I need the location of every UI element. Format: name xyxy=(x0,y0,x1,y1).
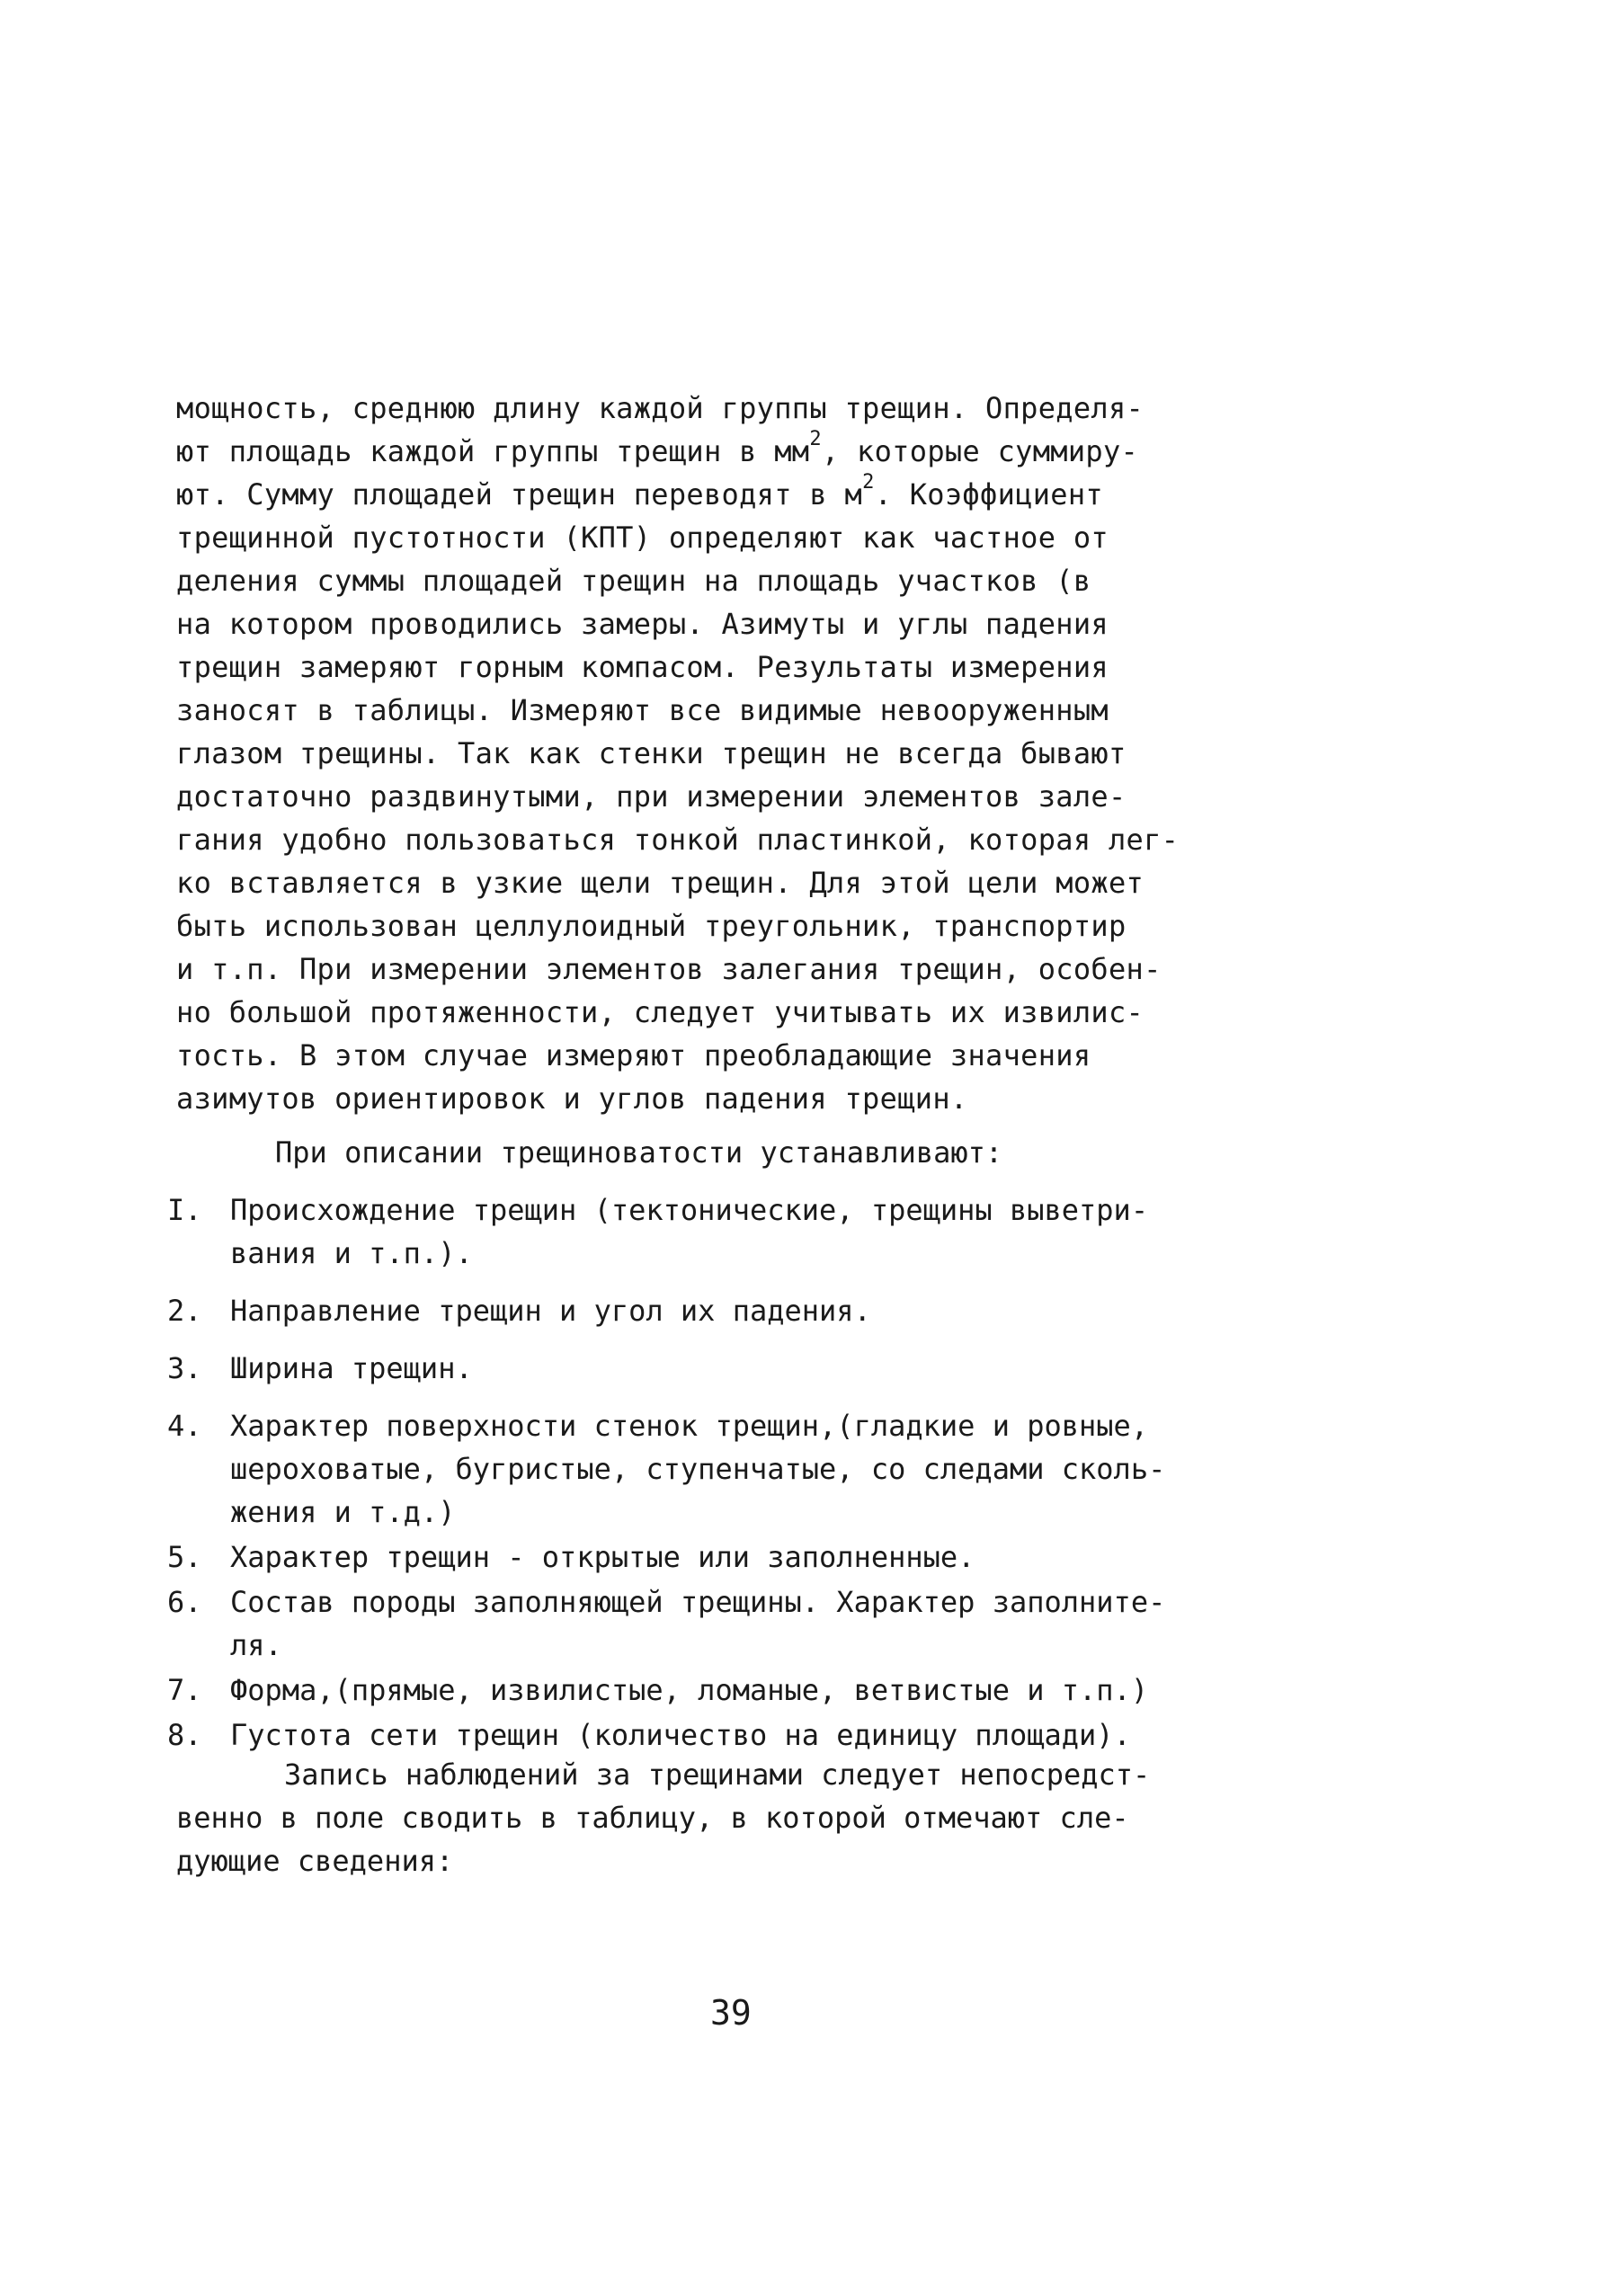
list-item xyxy=(167,1188,1201,1275)
list-item xyxy=(167,1404,1201,1534)
text-line: на котором проводились замеры. Азимуты и углы падения xyxy=(176,607,1109,641)
text-line: заносят в таблицы. Измеряют все видимые невооруженным xyxy=(176,693,1109,727)
text-line: тость. В этом случае измеряют преобладающие значения xyxy=(176,1038,1091,1072)
text-line: достаточно раздвинутыми, при измерении элементов зале- xyxy=(176,779,1127,814)
list-item-number: 7. xyxy=(167,1673,202,1707)
list-item xyxy=(167,1669,1201,1712)
text-line xyxy=(176,473,1201,516)
text-line xyxy=(176,430,1201,473)
text-line: венно в поле сводить в таблицу, в которой отмечают сле- xyxy=(176,1801,1129,1835)
text-line: Характер поверхности стенок трещин,(гладкие и ровные, xyxy=(230,1409,1149,1443)
closing-paragraph xyxy=(176,1753,1201,1882)
list-item-number: I. xyxy=(167,1193,202,1227)
list-item xyxy=(167,1347,1201,1390)
text-line: Запись наблюдений за трещинами следует непосредст- xyxy=(284,1758,1151,1792)
text-line: Состав породы заполняющей трещины. Характер заполните- xyxy=(230,1585,1166,1619)
text-line: Направление трещин и угол их падения. xyxy=(230,1294,871,1328)
text-line: и т.п. При измерении элементов залегания трещин, особен- xyxy=(176,952,1162,986)
superscript: 2 xyxy=(862,471,875,494)
text-line: ко вставляется в узкие щели трещин. Для этой цели может xyxy=(176,866,1144,900)
list-item-number: 8. xyxy=(167,1718,202,1752)
body-paragraph xyxy=(176,387,1201,1120)
list-item-number: 2. xyxy=(167,1294,202,1328)
list-item xyxy=(167,1713,1201,1757)
superscript: 2 xyxy=(809,428,822,450)
text-line: Ширина трещин. xyxy=(230,1351,473,1385)
text-line: но большой протяженности, следует учитывать их извилис- xyxy=(176,995,1144,1029)
text-line: трещин замеряют горным компасом. Результаты измерения xyxy=(176,650,1109,684)
text-line: При описании трещиноватости устанавливают: xyxy=(275,1135,1003,1170)
list-item xyxy=(167,1580,1201,1667)
list-item-text xyxy=(230,1188,1201,1275)
text-line: деления суммы площадей трещин на площадь участков (в xyxy=(176,564,1091,598)
text-line: дующие сведения: xyxy=(176,1844,454,1878)
text-line: жения и т.д.) xyxy=(230,1495,456,1529)
list-item-text xyxy=(230,1669,1201,1712)
text-line: мощность, среднюю длину каждой группы трещин. Определя- xyxy=(176,391,1144,425)
list-item-text xyxy=(230,1347,1201,1390)
list-item xyxy=(167,1535,1201,1579)
list-item-text xyxy=(230,1404,1201,1534)
text-line: трещинной пустотности (КПТ) определяют как частное от xyxy=(176,521,1109,555)
text-fragment: ют площадь каждой группы трещин в мм xyxy=(176,434,810,468)
text-line: вания и т.п.). xyxy=(230,1236,473,1270)
list-intro xyxy=(176,1131,1201,1174)
numbered-list xyxy=(167,1188,1201,1758)
text-line: быть использован целлулоидный треугольник, транспортир xyxy=(176,909,1127,943)
list-item-number: 5. xyxy=(167,1540,202,1574)
text-line: шероховатые, бугристые, ступенчатые, со следами сколь- xyxy=(230,1452,1166,1486)
page-number: 39 xyxy=(710,1993,752,2033)
list-item xyxy=(167,1289,1201,1332)
text-line: Форма,(прямые, извилистые, ломаные, ветвистые и т.п.) xyxy=(230,1673,1149,1707)
list-item-text xyxy=(230,1535,1201,1579)
text-line: Характер трещин - открытые или заполненные. xyxy=(230,1540,975,1574)
text-fragment: ют. Сумму площадей трещин переводят в м xyxy=(176,477,863,512)
text-line: ля. xyxy=(230,1628,282,1662)
text-line: Густота сети трещин (количество на единицу площади). xyxy=(230,1718,1131,1752)
text-fragment: . Коэффициент xyxy=(874,477,1103,512)
list-item-number: 6. xyxy=(167,1585,202,1619)
list-item-text xyxy=(230,1289,1201,1332)
text-line: глазом трещины. Так как стенки трещин не всегда бывают xyxy=(176,736,1127,770)
text-fragment: , которые суммиру- xyxy=(821,434,1139,468)
list-item-text xyxy=(230,1713,1201,1757)
list-item-text xyxy=(230,1580,1201,1667)
text-line: азимутов ориентировок и углов падения трещин. xyxy=(176,1081,968,1116)
list-item-number: 4. xyxy=(167,1409,202,1443)
text-line: гания удобно пользоваться тонкой пластинкой, которая лег- xyxy=(176,823,1180,857)
list-item-number: 3. xyxy=(167,1351,202,1385)
text-line: Происхождение трещин (тектонические, трещины выветри- xyxy=(230,1193,1149,1227)
